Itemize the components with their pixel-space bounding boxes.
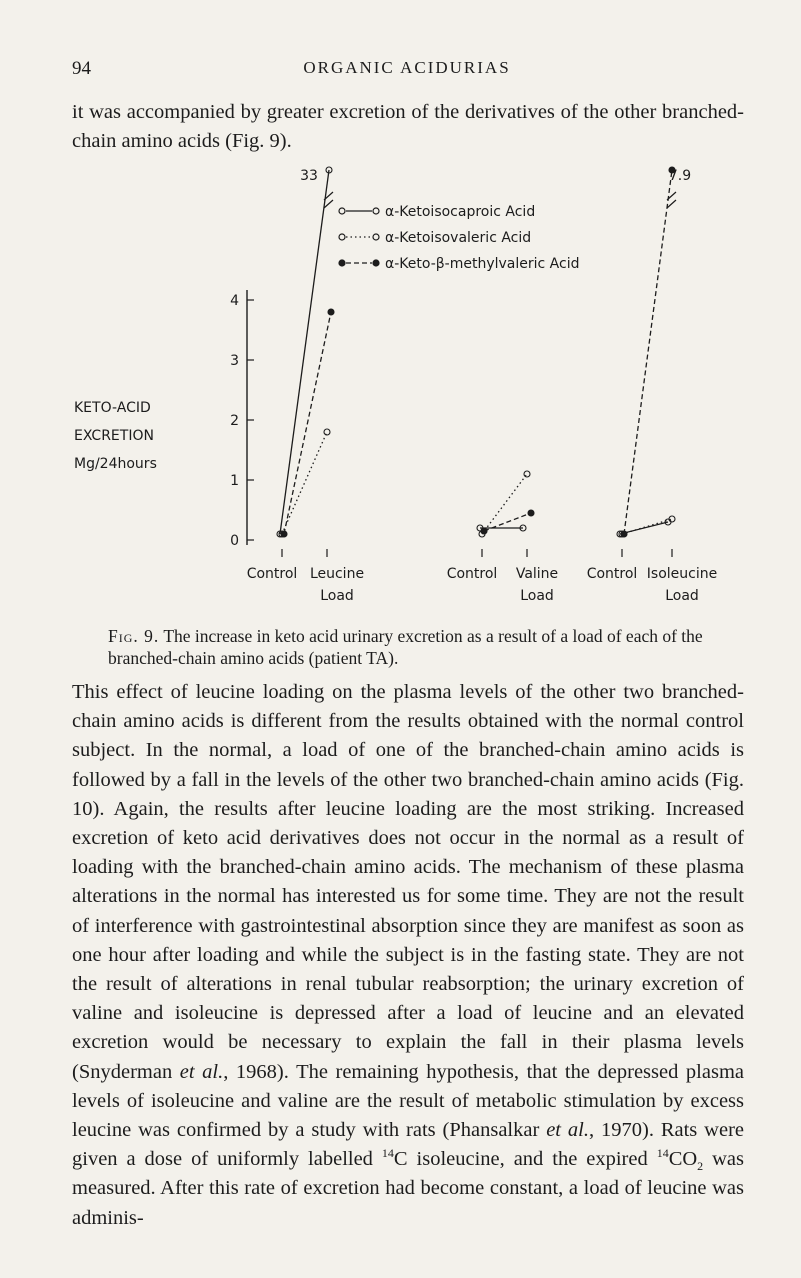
caption-label: Fig. 9. <box>108 626 160 646</box>
x-label-load: Isoleucine <box>646 566 718 582</box>
legend-label: α-Keto-β-methylvaleric Acid <box>385 256 580 272</box>
data-point <box>481 528 487 534</box>
x-label-control: Control <box>446 566 498 582</box>
x-label-load: Leucine <box>309 566 365 582</box>
x-label-load-line2: Load <box>665 588 699 604</box>
y-tick-label: 0 <box>230 533 239 549</box>
x-label-control: Control <box>246 566 298 582</box>
legend <box>339 204 579 272</box>
legend-marker <box>373 260 379 266</box>
body-text-5: CO <box>668 1148 698 1171</box>
data-point <box>281 531 287 537</box>
citation-etal-2: et al. <box>546 1119 589 1142</box>
y-tick-label: 1 <box>230 473 239 489</box>
series-line <box>280 170 329 534</box>
isotope-superscript-1: 14 <box>381 1146 394 1161</box>
isotope-superscript-2: 14 <box>656 1146 669 1161</box>
x-label-load-line2: Load <box>320 588 354 604</box>
series-line <box>282 432 327 534</box>
citation-etal-1: et al. <box>179 1060 224 1083</box>
keto-acid-chart <box>72 160 732 620</box>
ylabel-line-1: KETO-ACID <box>74 400 151 416</box>
co2-subscript: 2 <box>697 1159 704 1174</box>
body-text-4: C isoleucine, and the expired <box>393 1148 648 1171</box>
body-text-1: This effect of leucine loading on the plasma levels of the other two branched-chain amino acids is different from the results obtained with the normal control subject. In the normal, a load of one of the branched-chain amino acids is followed by a fall in the levels of the other two branched-chain amino acids (Fig. 10). Again, the results after leucine loading are the most striking. Increased excretion of keto acid derivatives does not occur in the normal as a result of loading with the branched-chain amino acids. The mechanism of these plasma alterations in the normal has interested us for some time. They are not the result of interference with gastrointestinal absorption since they are manifest as soon as one hour after loading and while the subject is in the fasting state. They are not the result of alterations in renal tubular reabsorption; the urinary excretion of valine and isoleucine is depressed after a load of leucine and an elevated excretion would be necessary to explain the fall in their plasma levels (Snyderman <box>72 681 744 1083</box>
data-point <box>328 309 334 315</box>
series-line <box>624 170 672 534</box>
legend-label: α-Ketoisovaleric Acid <box>385 230 532 246</box>
running-head: ORGANIC ACIDURIAS <box>303 58 511 77</box>
intro-paragraph: it was accompanied by greater excretion of the derivatives of the other branched-chain amino acids (Fig. 9). <box>72 101 744 152</box>
series-line <box>482 474 527 534</box>
page-number: 94 <box>72 58 91 79</box>
legend-marker <box>339 234 345 240</box>
legend-label: α-Ketoisocaproic Acid <box>385 204 536 220</box>
y-tick-label: 2 <box>230 413 239 429</box>
data-point <box>621 531 627 537</box>
figure-caption <box>108 625 708 669</box>
y-tick-label: 4 <box>230 293 239 309</box>
series-line <box>284 312 331 534</box>
body-paragraph <box>72 678 744 1233</box>
caption-text: The increase in keto acid urinary excretion as a result of a load of each of the branched-chain amino acids (patient TA). <box>108 626 703 668</box>
body-text-3: , 1970). Rats were given a dose of uniformly labelled <box>72 1119 744 1171</box>
figure-9 <box>72 160 732 620</box>
x-label-load: Valine <box>515 566 559 582</box>
offscale-label-isoleucine: 7.9 <box>668 168 692 184</box>
ylabel-line-3: Mg/24hours <box>74 456 157 472</box>
body-text-2: , 1968). The remaining hypothesis, that the depressed plasma levels of isoleucine and valine are the result of metabolic stimulation by excess leucine was confirmed by a study with rats (Phansalkar <box>72 1060 744 1142</box>
y-tick-label: 3 <box>230 353 239 369</box>
offscale-label-leucine: 33 <box>300 168 318 184</box>
body-text-6: was measured. After this rate of excretion had become constant, a load of leucine was adminis- <box>72 1148 745 1229</box>
data-point <box>528 510 534 516</box>
legend-marker <box>373 234 379 240</box>
x-label-load-line2: Load <box>520 588 554 604</box>
x-label-control: Control <box>586 566 638 582</box>
page-header <box>72 58 742 82</box>
ylabel-line-2: EXCRETION <box>74 428 154 444</box>
legend-marker <box>339 260 345 266</box>
legend-marker <box>373 208 379 214</box>
legend-marker <box>339 208 345 214</box>
series-layer <box>277 167 676 537</box>
